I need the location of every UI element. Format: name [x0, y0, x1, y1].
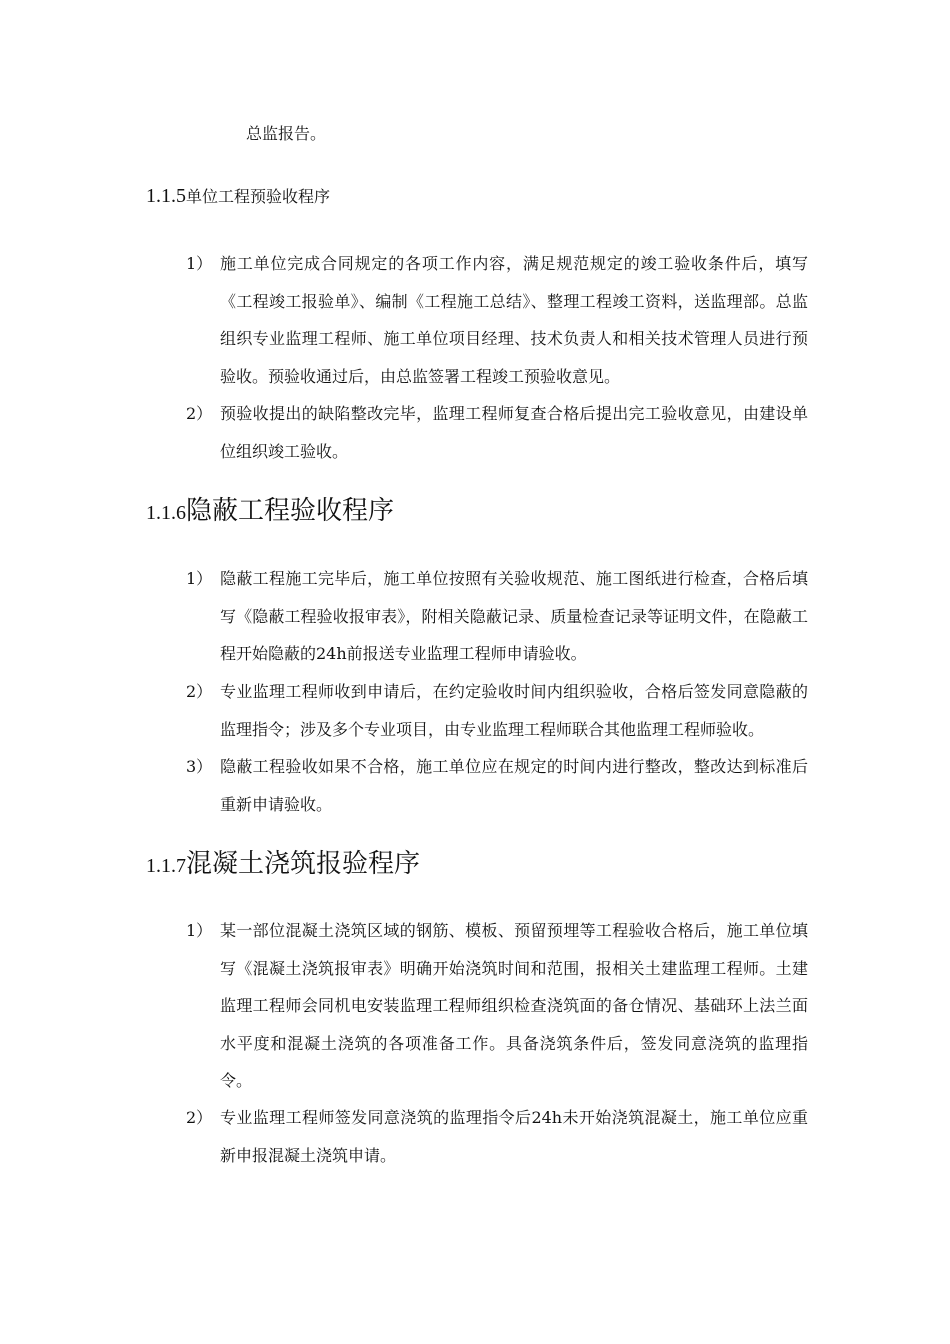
section-number: 1.1.5 — [146, 185, 186, 207]
section-heading-1-1-7 — [146, 843, 420, 880]
list-marker: 1） — [186, 254, 213, 273]
list-marker: 3） — [186, 757, 213, 776]
list-item-text: 隐蔽工程验收如果不合格，施工单位应在规定的时间内进行整改，整改达到标准后重新申请验收。 — [220, 757, 808, 814]
list-marker: 2） — [186, 682, 213, 701]
list-item-text: 预验收提出的缺陷整改完毕，监理工程师复查合格后提出完工验收意见，由建设单位组织竣工验收。 — [220, 404, 808, 461]
list-item — [186, 245, 808, 395]
list-marker: 1） — [186, 921, 213, 940]
list-item-text: 某一部位混凝土浇筑区域的钢筋、模板、预留预埋等工程验收合格后，施工单位填写《混凝土浇筑报审表》明确开始浇筑时间和范围，报相关土建监理工程师。土建监理工程师会同机电安装监理工程师组织检查浇筑面的备仓情况、基础环上法兰面水平度和混凝土浇筑的各项准备工作。具备浇筑条件后，签发同意浇筑的监理指令。 — [220, 921, 808, 1090]
list-item — [186, 1099, 808, 1174]
list-item-text: 施工单位完成合同规定的各项工作内容，满足规范规定的竣工验收条件后，填写《工程竣工报验单》、编制《工程施工总结》、整理工程竣工资料，送监理部。总监组织专业监理工程师、施工单位项目经理、技术负责人和相关技术管理人员进行预验收。预验收通过后，由总监签署工程竣工预验收意见。 — [220, 254, 808, 386]
list-item-text: 专业监理工程师签发同意浇筑的监理指令后24h未开始浇筑混凝土，施工单位应重新申报混凝土浇筑申请。 — [220, 1108, 808, 1165]
section-heading-1-1-6 — [146, 490, 394, 527]
section-number: 1.1.7 — [146, 855, 186, 877]
list-marker: 1） — [186, 569, 213, 588]
list-marker: 2） — [186, 1108, 213, 1127]
list-item-text: 专业监理工程师收到申请后，在约定验收时间内组织验收，合格后签发同意隐蔽的监理指令；涉及多个专业项目，由专业监理工程师联合其他监理工程师验收。 — [220, 682, 808, 739]
continuation-line: 总监报告。 — [246, 124, 327, 143]
section-title: 单位工程预验收程序 — [186, 187, 331, 206]
section-number: 1.1.6 — [146, 502, 186, 524]
section-heading-1-1-5 — [146, 184, 330, 208]
list-item — [186, 912, 808, 1100]
list-marker: 2） — [186, 404, 213, 423]
section-title: 混凝土浇筑报验程序 — [186, 849, 421, 879]
list-item-text: 隐蔽工程施工完毕后，施工单位按照有关验收规范、施工图纸进行检查，合格后填写《隐蔽工程验收报审表》，附相关隐蔽记录、质量检查记录等证明文件，在隐蔽工程开始隐蔽的24h前报送专业监理工程师申请验收。 — [220, 569, 808, 663]
list-item — [186, 673, 808, 748]
list-item — [186, 560, 808, 673]
list-item — [186, 395, 808, 470]
list-item — [186, 748, 808, 823]
section-title: 隐蔽工程验收程序 — [186, 496, 395, 526]
